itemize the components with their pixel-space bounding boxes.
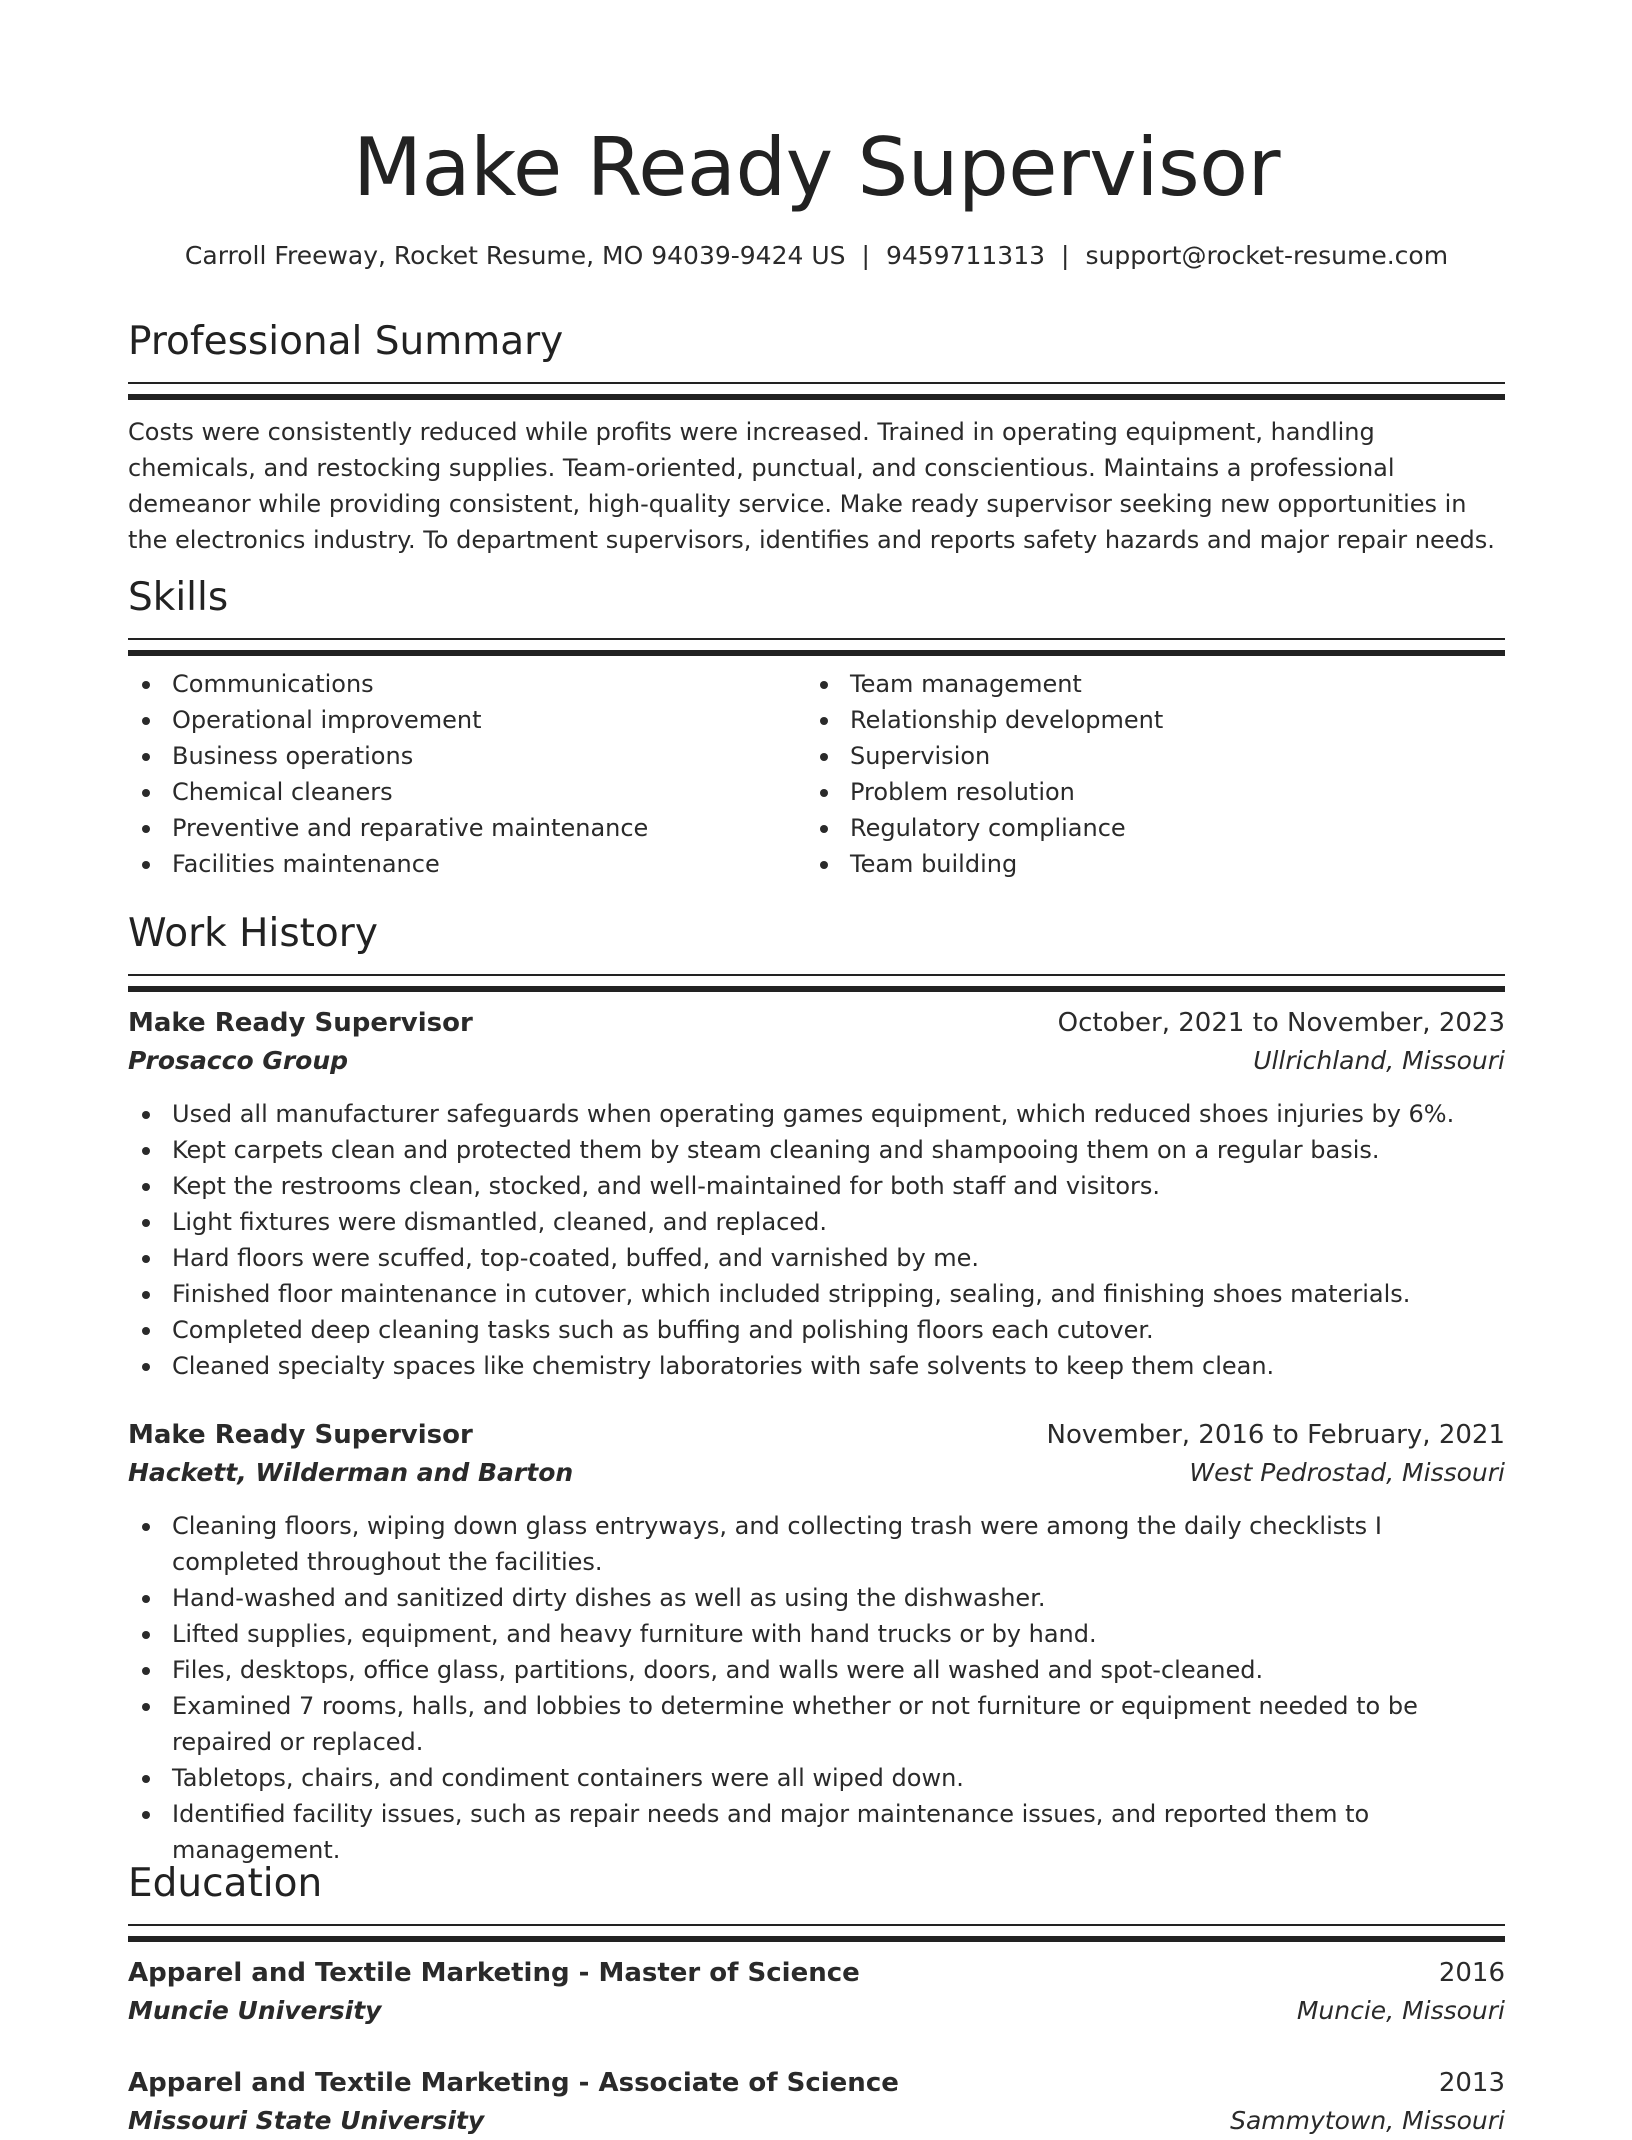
education-degree: Apparel and Textile Marketing - Associate of Science <box>128 2068 899 2098</box>
education-school: Missouri State University <box>128 2106 485 2135</box>
job-location: West Pedrostad, Missouri <box>1189 1458 1505 1487</box>
job-dates: October, 2021 to November, 2023 <box>1057 1008 1505 1038</box>
contact-phone: 9459711313 <box>885 241 1046 270</box>
contact-email: support@rocket-resume.com <box>1085 241 1449 270</box>
section-title-summary: Professional Summary <box>128 319 564 364</box>
work-section <box>128 908 1505 1868</box>
job-bullet: Identified facility issues, such as repair needs and major maintenance issues, and reported them to management. <box>128 1796 1505 1868</box>
job-company: Hackett, Wilderman and Barton <box>128 1458 574 1487</box>
education-header <box>128 1954 1505 1992</box>
job-bullet: Lifted supplies, equipment, and heavy furniture with hand trucks or by hand. <box>128 1616 1505 1652</box>
education-degree: Apparel and Textile Marketing - Master of Science <box>128 1958 860 1988</box>
education-section <box>128 1858 1505 2140</box>
section-divider <box>128 974 1505 992</box>
education-subheader <box>128 1992 1505 2030</box>
job-bullet: Tabletops, chairs, and condiment containers were all wiped down. <box>128 1760 1505 1796</box>
education-school: Muncie University <box>128 1996 382 2025</box>
skills-list-left <box>128 666 806 882</box>
skill-item: Business operations <box>128 738 806 774</box>
education-year: 2013 <box>1438 2068 1505 2098</box>
job-bullet: Hard floors were scuffed, top-coated, buffed, and varnished by me. <box>128 1240 1505 1276</box>
skill-item: Chemical cleaners <box>128 774 806 810</box>
skills-list-right <box>806 666 1484 882</box>
skill-item: Regulatory compliance <box>806 810 1484 846</box>
contact-separator: | <box>1061 241 1070 270</box>
skill-item: Facilities maintenance <box>128 846 806 882</box>
section-title-education: Education <box>128 1861 323 1906</box>
skill-item: Relationship development <box>806 702 1484 738</box>
education-entry <box>128 1954 1505 2030</box>
job-bullets <box>128 1508 1505 1868</box>
job-bullet: Used all manufacturer safeguards when operating games equipment, which reduced shoes injuries by 6%. <box>128 1096 1505 1132</box>
skills-columns <box>128 666 1505 882</box>
summary-section <box>128 316 1505 558</box>
job-bullet: Files, desktops, office glass, partitions, doors, and walls were all washed and spot-cleaned. <box>128 1652 1505 1688</box>
skill-item: Communications <box>128 666 806 702</box>
skill-item: Preventive and reparative maintenance <box>128 810 806 846</box>
section-title-work: Work History <box>128 911 378 956</box>
job-title: Make Ready Supervisor <box>128 1420 473 1450</box>
section-title-skills: Skills <box>128 575 229 620</box>
skills-section <box>128 572 1505 882</box>
contact-separator: | <box>861 241 870 270</box>
job-title: Make Ready Supervisor <box>128 1008 473 1038</box>
education-subheader <box>128 2102 1505 2140</box>
section-divider <box>128 382 1505 400</box>
skill-item: Team building <box>806 846 1484 882</box>
job-subheader <box>128 1042 1505 1080</box>
job-bullet: Kept the restrooms clean, stocked, and well-maintained for both staff and visitors. <box>128 1168 1505 1204</box>
skill-item: Supervision <box>806 738 1484 774</box>
job-bullet: Completed deep cleaning tasks such as buffing and polishing floors each cutover. <box>128 1312 1505 1348</box>
contact-address: Carroll Freeway, Rocket Resume, MO 94039-9424 US <box>184 241 846 270</box>
contact-line <box>128 238 1505 274</box>
skill-item: Problem resolution <box>806 774 1484 810</box>
job-dates: November, 2016 to February, 2021 <box>1046 1420 1505 1450</box>
education-year: 2016 <box>1438 1958 1505 1988</box>
section-divider <box>128 638 1505 656</box>
job-bullet: Kept carpets clean and protected them by steam cleaning and shampooing them on a regular basis. <box>128 1132 1505 1168</box>
job-bullet: Finished floor maintenance in cutover, which included stripping, sealing, and finishing shoes materials. <box>128 1276 1505 1312</box>
job-entry <box>128 1416 1505 1868</box>
job-entry <box>128 1004 1505 1384</box>
job-bullet: Examined 7 rooms, halls, and lobbies to determine whether or not furniture or equipment needed to be repaired or replaced. <box>128 1688 1505 1760</box>
job-header <box>128 1416 1505 1454</box>
job-subheader <box>128 1454 1505 1492</box>
education-entry <box>128 2064 1505 2140</box>
skill-item: Operational improvement <box>128 702 806 738</box>
job-bullets <box>128 1096 1505 1384</box>
education-header <box>128 2064 1505 2102</box>
job-bullet: Light fixtures were dismantled, cleaned, and replaced. <box>128 1204 1505 1240</box>
resume-name: Make Ready Supervisor <box>353 121 1280 214</box>
education-location: Muncie, Missouri <box>1296 1996 1505 2025</box>
skill-item: Team management <box>806 666 1484 702</box>
job-bullet: Hand-washed and sanitized dirty dishes as well as using the dishwasher. <box>128 1580 1505 1616</box>
job-bullet: Cleaning floors, wiping down glass entryways, and collecting trash were among the daily checklists I completed throughout the facilities. <box>128 1508 1505 1580</box>
job-header <box>128 1004 1505 1042</box>
job-location: Ullrichland, Missouri <box>1253 1046 1505 1075</box>
section-divider <box>128 1924 1505 1942</box>
job-bullet: Cleaned specialty spaces like chemistry laboratories with safe solvents to keep them clean. <box>128 1348 1505 1384</box>
education-location: Sammytown, Missouri <box>1230 2106 1505 2135</box>
summary-text: Costs were consistently reduced while profits were increased. Trained in operating equipment, handling chemicals, and restocking supplies. Team-oriented, punctual, and conscientious. Maintains a professional demeanor while providing consistent, high-quality service. Make ready supervisor seeking new opportunities in the electronics industry. To department supervisors, identifies and reports safety hazards and major repair needs. <box>128 418 1495 554</box>
job-company: Prosacco Group <box>128 1046 349 1075</box>
